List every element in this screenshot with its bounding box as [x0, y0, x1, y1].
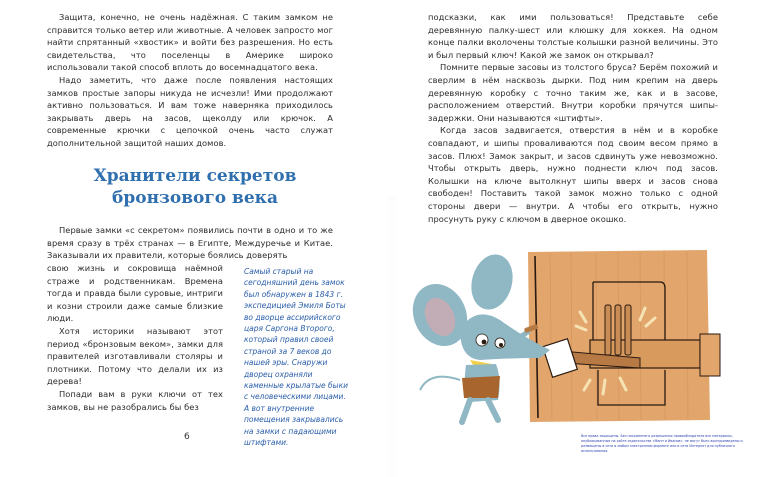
paragraph: свою жизнь и сокровища наёмной страже и родственникам. Времена тогда и правда были суровые, интриги и козни строили даже самые близкие люди. [47, 263, 223, 324]
paragraph: Хотя историки называют этот период «бронзовым веком», замки для правителей изготавливали столяры и плотники. Потому что делали их из дерева! [47, 325, 223, 387]
paragraph: Попади вам в руки ключи от тех замков, вы не разобрались бы без [47, 388, 223, 412]
right-page [390, 0, 770, 477]
pins [605, 305, 631, 355]
section-heading [60, 165, 330, 209]
narrow-column [47, 262, 223, 413]
paragraph: Защита, конечно, не очень надёжная. С таким замком не справится только ветер или животные. А человек запросто мог найти спрятанный «хвостик» и войти без разрешения. Но есть свидетельства, что поселенцы в Америке широко использовали такой способ вплоть до восемнадцатого века. [47, 12, 333, 73]
paragraph: Когда засов задвигается, отверстия в нём и в коробке совпадают, и шипы проваливаются под своим весом прямо в засов. Плюх! Замок закрыт, и засов сдвинуть уже невозможно. Чтобы открыть дверь, нужно поднести ключ под засов. Колышки на ключе вытолкнут шипы вверх и засов снова свободен! Поставить такой замок можно только с одной стороны двери — внутри. А чтобы его открыть, нужно просунуть руку с ключом в дверное окошко. [428, 125, 718, 224]
sidebar-note: Самый старый на сегодняшний день замок был обнаружен в 1843 г. экспедицией Эмиля Боты во дворце ассирийского царя Саргона Второго, который правил своей страной за 7 веков до нашей эры. Снаружи дворец охраняли каменные крылатые быки с человеческими лицами. А вот внутренние помещения закрывались на замки с падающими штифтами. [244, 267, 348, 448]
heading-line-2: бронзового века [112, 188, 278, 208]
mouse-lock-illustration [400, 230, 750, 425]
mouse-character [403, 250, 550, 422]
paragraph: подсказки, как ими пользоваться! Представьте себе деревянную палку-шест или клюшку для хоккея. На одном конце палки вколочены толстые колышки разной величины. Это и был первый ключ! Какой же замок он открывал? [428, 12, 718, 60]
section-intro [47, 224, 333, 262]
left-top-text [47, 11, 333, 150]
paragraph: Первые замки «с секретом» появились почти в одно и то же время сразу в трёх странах — в Египте, Междуречье и Китае. Заказывали их правители, которые боялись доверять [47, 225, 333, 261]
paragraph: Надо заметить, что даже после появления настоящих замков простые запоры никуда не исчезли! Ими продолжают активно пользоваться. И вам тоже наверняка приходилось закрывать дверь на засов, щеколду или крючок. А современные крючки с цепочкой очень часто служат дополнительной защитой наших домов. [47, 74, 333, 148]
right-text [428, 11, 718, 225]
copyright-notice: Все права защищены. Без письменного разрешения правообладателя все материалы, опубликованные на сайте издательства «Манн и Иванов», не могут быть воспроизведены и размещены в сети в любом электронном формате или в сети Интернет для публичного использования. [581, 434, 743, 453]
paragraph: Помните первые засовы из толстого бруса? Берём похожий и сверлим в нём насквозь дырки. Под ним крепим на дверь деревянную коробку с точно таким же, как и в засове, расположением отверстий. Внутри коробки прячутся шипы-задержки. Они называются «штифты». [428, 62, 718, 123]
heading-line-1: Хранители секретов [93, 166, 297, 186]
page-number: 6 [184, 432, 190, 442]
